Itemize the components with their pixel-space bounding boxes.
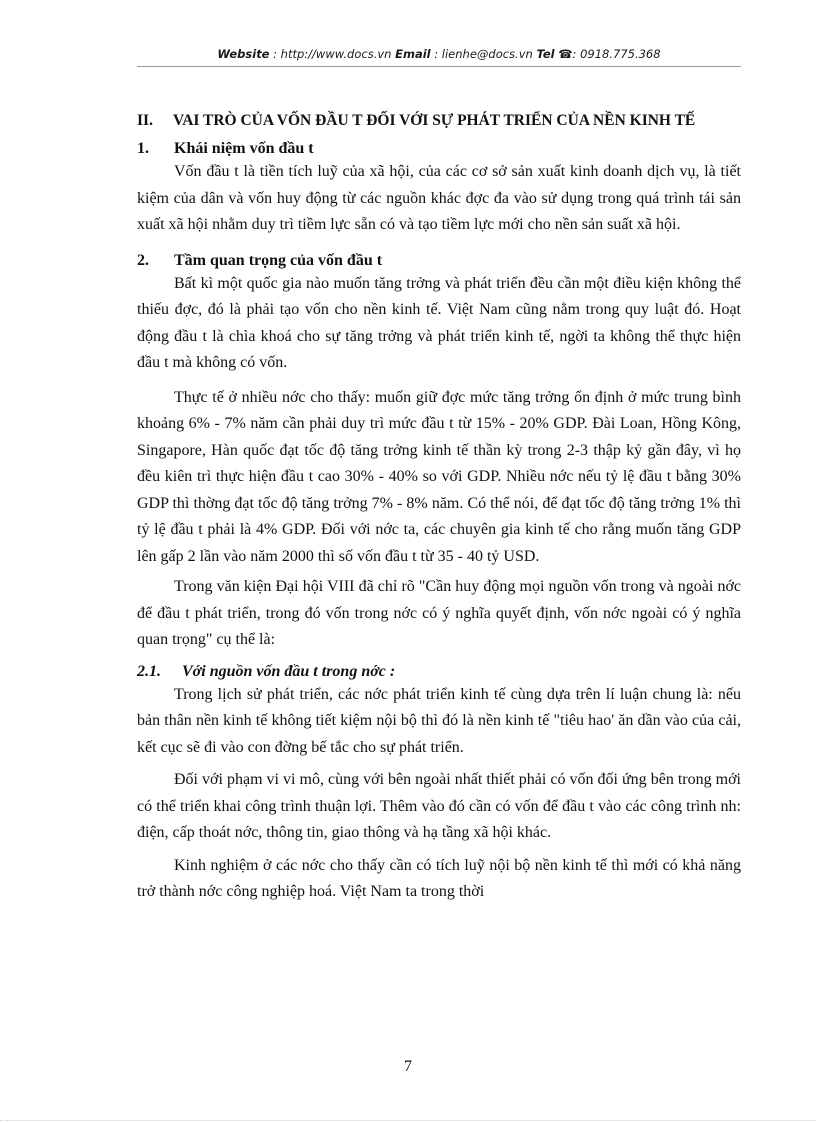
email-address[interactable]: : lienhe@docs.vn	[430, 47, 537, 61]
website-url[interactable]: : http://www.docs.vn	[269, 47, 396, 61]
subsection-2-1-paragraph-3: Kinh nghiệm ở các nớc cho thấy cần có tích luỹ nội bộ nền kinh tế thì mới có khả năng trở thành nớc công nghiệp hoá. Việt Nam ta trong thời	[137, 856, 741, 900]
section-1-heading	[137, 139, 741, 159]
page-header	[137, 47, 741, 61]
section-1-title: Khái niệm vốn đầu t	[174, 140, 314, 157]
phone-icon: ☎	[558, 47, 573, 61]
subsection-2-1-paragraph-1: Trong lịch sử phát triển, các nớc phát triển kinh tế cùng dựa trên lí luận chung là: nếu bản thân nền kinh tế không tiết kiệm nội bộ thì đó là nền kinh tế "tiêu hao' ăn dần vào của cải, kết cục sẽ đi vào con đờng bế tắc cho sự phát triển.	[137, 685, 741, 756]
section-2-heading	[137, 251, 741, 271]
page-bottom-border	[0, 1120, 816, 1121]
section-2-paragraph-3: Trong văn kiện Đại hội VIII đã chỉ rõ "Cần huy động mọi nguồn vốn trong và ngoài nớc để đầu t phát triển, trong đó vốn trong nớc có ý nghĩa quyết định, vốn nớc ngoài có ý nghĩa quan trọng" cụ thể là:	[137, 578, 741, 648]
section-2-title: Tầm quan trọng của vốn đầu t	[174, 251, 383, 269]
subsection-2-1-number: 2.1.	[137, 662, 161, 680]
website-label: Website	[217, 47, 270, 61]
tel-number: : 0918.775.368	[572, 47, 661, 61]
header-divider	[137, 66, 741, 67]
section-1-number: 1.	[137, 140, 149, 157]
section-2-number: 2.	[137, 251, 149, 269]
page-number: 7	[404, 1058, 412, 1075]
subsection-2-1-title: Với nguồn vốn đầu t trong nớc :	[182, 662, 396, 680]
subsection-2-1-paragraph-2: Đối với phạm vi vi mô, cùng với bên ngoài nhất thiết phải có vốn đối ứng bên trong mới có thể triển khai công trình thuận lợi. Thêm vào đó cần có vốn để đầu t vào các công trình nh: điện, cấp thoát nớc, thông tin, giao thông và hạ tầng xã hội khác.	[137, 771, 741, 841]
section-1-paragraph: Vốn đầu t là tiền tích luỹ của xã hội, của các cơ sở sản xuất kinh doanh dịch vụ, là tiết kiệm của dân và vốn huy động từ các nguồn khác đợc đa vào sử dụng trong quá trình tái sản xuất xã hội nhằm duy trì tiềm lực sẵn có và tạo tiềm lực mới cho nền sản suất xã hội.	[137, 163, 741, 233]
chapter-number: II.	[137, 112, 153, 129]
tel-label: Tel	[536, 47, 555, 61]
subsection-2-1-heading	[137, 662, 741, 682]
chapter-heading	[137, 112, 741, 129]
section-2-paragraph-1: Bất kì một quốc gia nào muốn tăng trởng và phát triển đều cần một điều kiện không thể thiếu đợc, đó là phải tạo vốn cho nền kinh tế. Việt Nam cũng nằm trong quy luật đó. Hoạt động đầu t là chìa khoá cho sự tăng trởng và phát triển kinh tế, ngời ta không thể thực hiện đầu t mà không có vốn.	[137, 274, 741, 371]
email-label: Email	[395, 47, 431, 61]
chapter-title: VAI TRÒ CỦA VỐN ĐẦU T ĐỐI VỚI SỰ PHÁT TRIỂN CỦA NỀN KINH TẾ	[173, 112, 696, 129]
section-2-paragraph-2: Thực tế ở nhiều nớc cho thấy: muốn giữ đợc mức tăng trởng ổn định ở mức trung bình khoảng 6% - 7% năm cần phải duy trì mức đầu t từ 15% - 20% GDP. Đài Loan, Hồng Kông, Singapore, Hàn quốc đạt tốc độ tăng trởng kinh tế thần kỳ trong 2-3 thập kỷ gần đây, vì họ đều kiên trì thực hiện đầu t cao 30% - 40% so với GDP. Nhiều nớc nếu tỷ lệ đầu t bằng 30% GDP thì thờng đạt tốc độ tăng trởng 7% - 8% năm. Có thể nói, để đạt tốc độ tăng trởng 1% thì tỷ lệ đầu t phải là 4% GDP. Đối với nớc ta, các chuyên gia kinh tế cho rằng muốn tăng GDP lên gấp 2 lần vào năm 2000 thì số vốn đầu t từ 35 - 40 tỷ USD.	[137, 388, 741, 565]
document-body	[137, 112, 741, 906]
